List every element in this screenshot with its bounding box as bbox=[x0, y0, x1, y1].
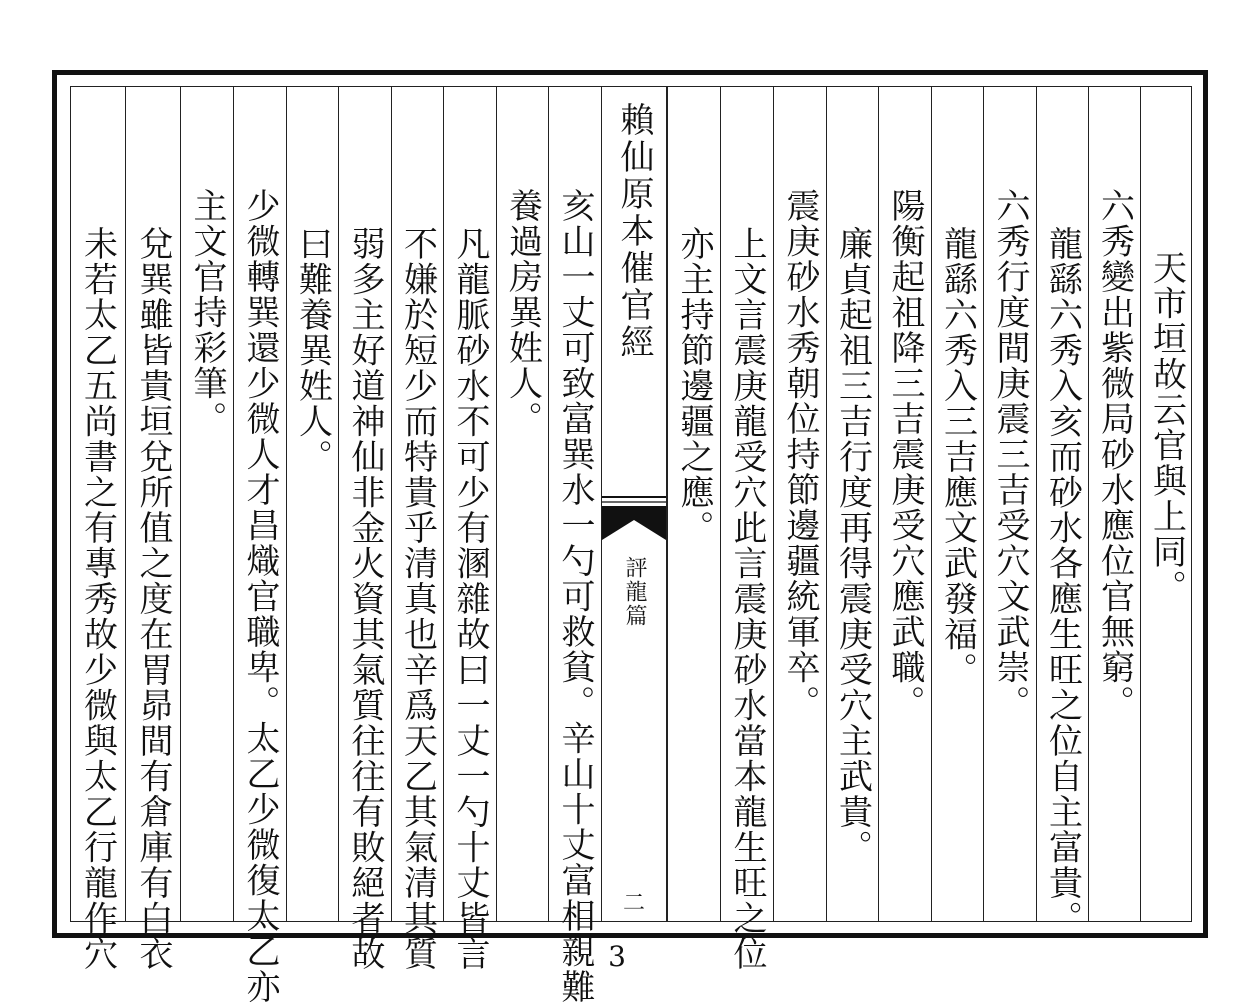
text-column-l9 bbox=[125, 86, 180, 972]
column-text: 陽衡起祖降三吉震庚受穴應武職。 bbox=[885, 188, 925, 721]
text-column-r9 bbox=[720, 86, 773, 972]
fishtail-mark-icon bbox=[602, 494, 666, 540]
text-column-l1 bbox=[548, 86, 601, 1005]
page-number: 3 bbox=[608, 940, 626, 973]
column-text: 凡龍脈砂水不可少有溷雜故曰一丈一勺十丈皆言 bbox=[450, 226, 490, 972]
text-column-r3 bbox=[1036, 86, 1088, 936]
center-fold-column bbox=[601, 86, 667, 922]
text-column-l5 bbox=[338, 86, 391, 972]
column-text: 龍繇六秀入三吉應文武發福。 bbox=[937, 226, 978, 688]
text-column-r4 bbox=[983, 86, 1036, 922]
column-text: 少微轉巽還少微人才昌熾官職卑。太乙少微復太乙亦 bbox=[240, 188, 280, 1005]
text-column-l10 bbox=[70, 86, 125, 972]
section-title: 評龍篇 bbox=[622, 556, 647, 628]
text-column-r2 bbox=[1088, 86, 1140, 922]
book-title: 賴仙原本催官經 bbox=[614, 102, 654, 361]
text-column-l3 bbox=[443, 86, 496, 972]
column-text: 震庚砂水秀朝位持節邊疆統軍卒。 bbox=[780, 188, 820, 721]
column-text: 曰難養異姓人。 bbox=[292, 226, 333, 475]
column-text: 亥山一丈可致富巽水一勺可救貧。辛山十丈富相親難 bbox=[555, 188, 595, 1005]
column-text: 廉貞起祖三吉行度再得震庚受穴主武貴。 bbox=[832, 226, 873, 865]
column-text: 六秀行度間庚震三吉受穴文武崇。 bbox=[990, 188, 1030, 721]
text-column-r8 bbox=[773, 86, 826, 922]
text-column-l4 bbox=[391, 86, 443, 972]
text-column-l6 bbox=[286, 86, 338, 922]
leaf-number: 二 bbox=[622, 891, 645, 916]
text-column-l7 bbox=[233, 86, 286, 1005]
column-text: 未若太乙五尚書之有專秀故少微與太乙行龍作穴 bbox=[77, 226, 118, 972]
column-text: 主文官持彩筆。 bbox=[187, 188, 227, 437]
column-text: 上文言震庚龍受穴此言震庚砂水當本龍生旺之位 bbox=[727, 226, 767, 972]
column-text: 不嫌於短少而特貴乎清真也辛爲天乙其氣清其質 bbox=[397, 226, 438, 972]
text-column-r10 bbox=[667, 86, 720, 922]
column-text: 六秀變出紫微局砂水應位官無窮。 bbox=[1094, 188, 1135, 721]
text-column-l2 bbox=[496, 86, 548, 922]
text-column-r6 bbox=[878, 86, 931, 922]
column-text: 兌巽雖皆貴垣兌所值之度在胃昴間有倉庫有白衣 bbox=[133, 226, 173, 972]
column-text: 養過房異姓人。 bbox=[502, 188, 543, 437]
column-text: 弱多主好道神仙非金火資其氣質往往有敗絕者故 bbox=[345, 226, 385, 972]
text-column-r7 bbox=[826, 86, 878, 922]
column-text: 亦主持節邊疆之應。 bbox=[674, 226, 714, 546]
text-column-l8 bbox=[180, 86, 233, 922]
column-text: 龍繇六秀入亥而砂水各應生旺之位自主富貴。 bbox=[1042, 226, 1083, 936]
text-column-r5 bbox=[931, 86, 983, 922]
text-column-r1 bbox=[1140, 86, 1192, 922]
column-text: 天市垣故云官與上同。 bbox=[1146, 250, 1187, 605]
